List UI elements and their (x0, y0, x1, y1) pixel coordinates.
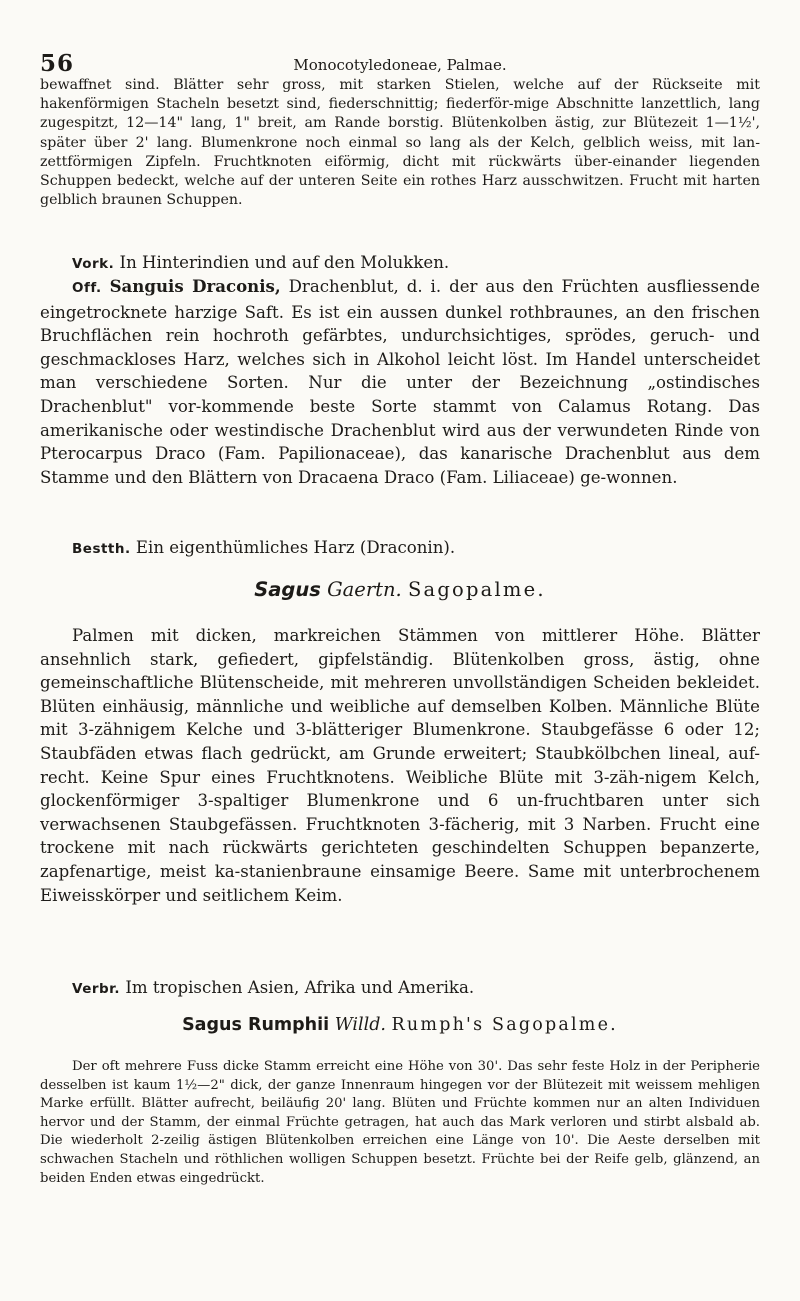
officinal-paragraph (40, 275, 760, 489)
species-name: Sagus Rumphii (182, 1015, 330, 1035)
constituents-paragraph (40, 536, 760, 562)
species-heading (40, 1015, 760, 1035)
page-number: 56 (40, 50, 75, 77)
occurrence-paragraph (40, 251, 760, 277)
running-title: Monocotyledoneae, Palmae. (293, 56, 507, 74)
genus-name: Sagus (254, 578, 321, 601)
constituents-label: Bestth. (72, 541, 131, 557)
genus-heading (40, 578, 760, 601)
distribution-label: Verbr. (72, 981, 121, 997)
genus-common-name: Sagopalme. (407, 578, 546, 601)
constituents-text: Ein eigenthümliches Harz (Draconin). (135, 538, 456, 557)
distribution-paragraph (40, 976, 760, 1002)
officinal-label: Off. (72, 280, 102, 296)
species-description: Der oft mehrere Fuss dicke Stamm erreicht eine Höhe von 30'. Das sehr feste Holz in der Peripherie desselben ist kaum 1½—2" dick, der ganze Innenraum hingegen vor der Blütezeit mit weissem mehligen Marke erfüllt. Blätter aufrecht, beiläufig 20' lang. Blüten und Früchte kommen nur an alten Individuen hervor und der Stamm, der einmal Früchte getragen, hat auch das Mark verloren und stirbt alsbald ab. Die wiederholt 2-zeilig ästigen Blütenkolben erreichen eine Länge von 10'. Die Aeste derselben mit schwachen Stacheln und röthlichen wolligen Schuppen besetzt. Früchte bei der Reife gelb, glänzend, an beiden Enden etwas eingedrückt. (40, 1059, 760, 1186)
distribution-text: Im tropischen Asien, Afrika und Amerika. (125, 978, 475, 997)
description-paragraph: bewaffnet sind. Blätter sehr gross, mit starken Stielen, welche auf der Rückseite mit hakenförmigen Stacheln besetzt sind, fiederschnittig; fiederför-mige Abschnitte lanzettlich, lang zugespitzt, 12—14" lang, 1" breit, am Rande borstig. Blütenkolben ästig, zur Blütezeit 1—1½', später über 2' lang. Blumenkrone noch einmal so lang als der Kelch, gelblich weiss, mit lan-zettförmigen Zipfeln. Fruchtknoten eiförmig, dicht mit rückwärts über-einander liegenden Schuppen bedeckt, welche auf der unteren Seite ein rothes Harz ausschwitzen. Frucht mit harten gelblich braunen Schuppen. (40, 77, 760, 209)
genus-author: Gaertn. (327, 578, 402, 601)
species-common-name: Rumph's Sagopalme. (391, 1015, 618, 1035)
species-author: Willd. (334, 1015, 386, 1035)
drug-name: Sanguis Draconis, (109, 276, 281, 296)
genus-description: Palmen mit dicken, markreichen Stämmen von mittlerer Höhe. Blätter ansehnlich stark, gefiedert, gipfelständig. Blütenkolben gross, ästig, ohne gemeinschaftliche Blütenscheide, mit mehreren unvollständigen Scheiden bekleidet. Blüten einhäusig, männliche und weibliche auf demselben Kolben. Männliche Blüte mit 3-zähnigem Kelche und 3-blätteriger Blumenkrone. Staubgefässe 6 oder 12; Staubfäden etwas flach gedrückt, am Grunde erweitert; Staubkölbchen lineal, auf-recht. Keine Spur eines Fruchtknotens. Weibliche Blüte mit 3-zäh-nigem Kelch, glockenförmiger 3-spaltiger Blumenkrone und 6 un-fruchtbaren unter sich verwachsenen Staubgefässen. Fruchtknoten 3-fächerig, mit 3 Narben. Frucht eine trockene mit nach rückwärts gerichteten geschindelten Schuppen bepanzerte, zapfenartige, meist ka-stanienbraune einsamige Beere. Same mit unterbrochenem Eiweisskörper und seitlichem Keim. (40, 626, 760, 905)
officinal-text: Drachenblut, d. i. der aus den Früchten ausfliessende eingetrocknete harzige Saft. Es ist ein aussen dunkel rothbraunes, an den frischen Bruchflächen rein hochroth gefärbtes, undurchsichtiges, sprödes, geruch- und geschmackloses Harz, welches sich in Alkohol leicht löst. Im Handel unterscheidet man verschiedene Sorten. Nur die unter der Bezeichnung „ostindisches Drachenblut" vor-kommende beste Sorte stammt von Calamus Rotang. Das amerikanische oder westindische Drachenblut wird aus der verwundeten Rinde von Pterocarpus Draco (Fam. Papilionaceae), das kanarische Drachenblut aus dem Stamme und den Blättern von Dracaena Draco (Fam. Liliaceae) ge-wonnen. (40, 277, 760, 487)
occurrence-text: In Hinterindien und auf den Molukken. (119, 253, 450, 272)
occurrence-label: Vork. (72, 256, 115, 272)
